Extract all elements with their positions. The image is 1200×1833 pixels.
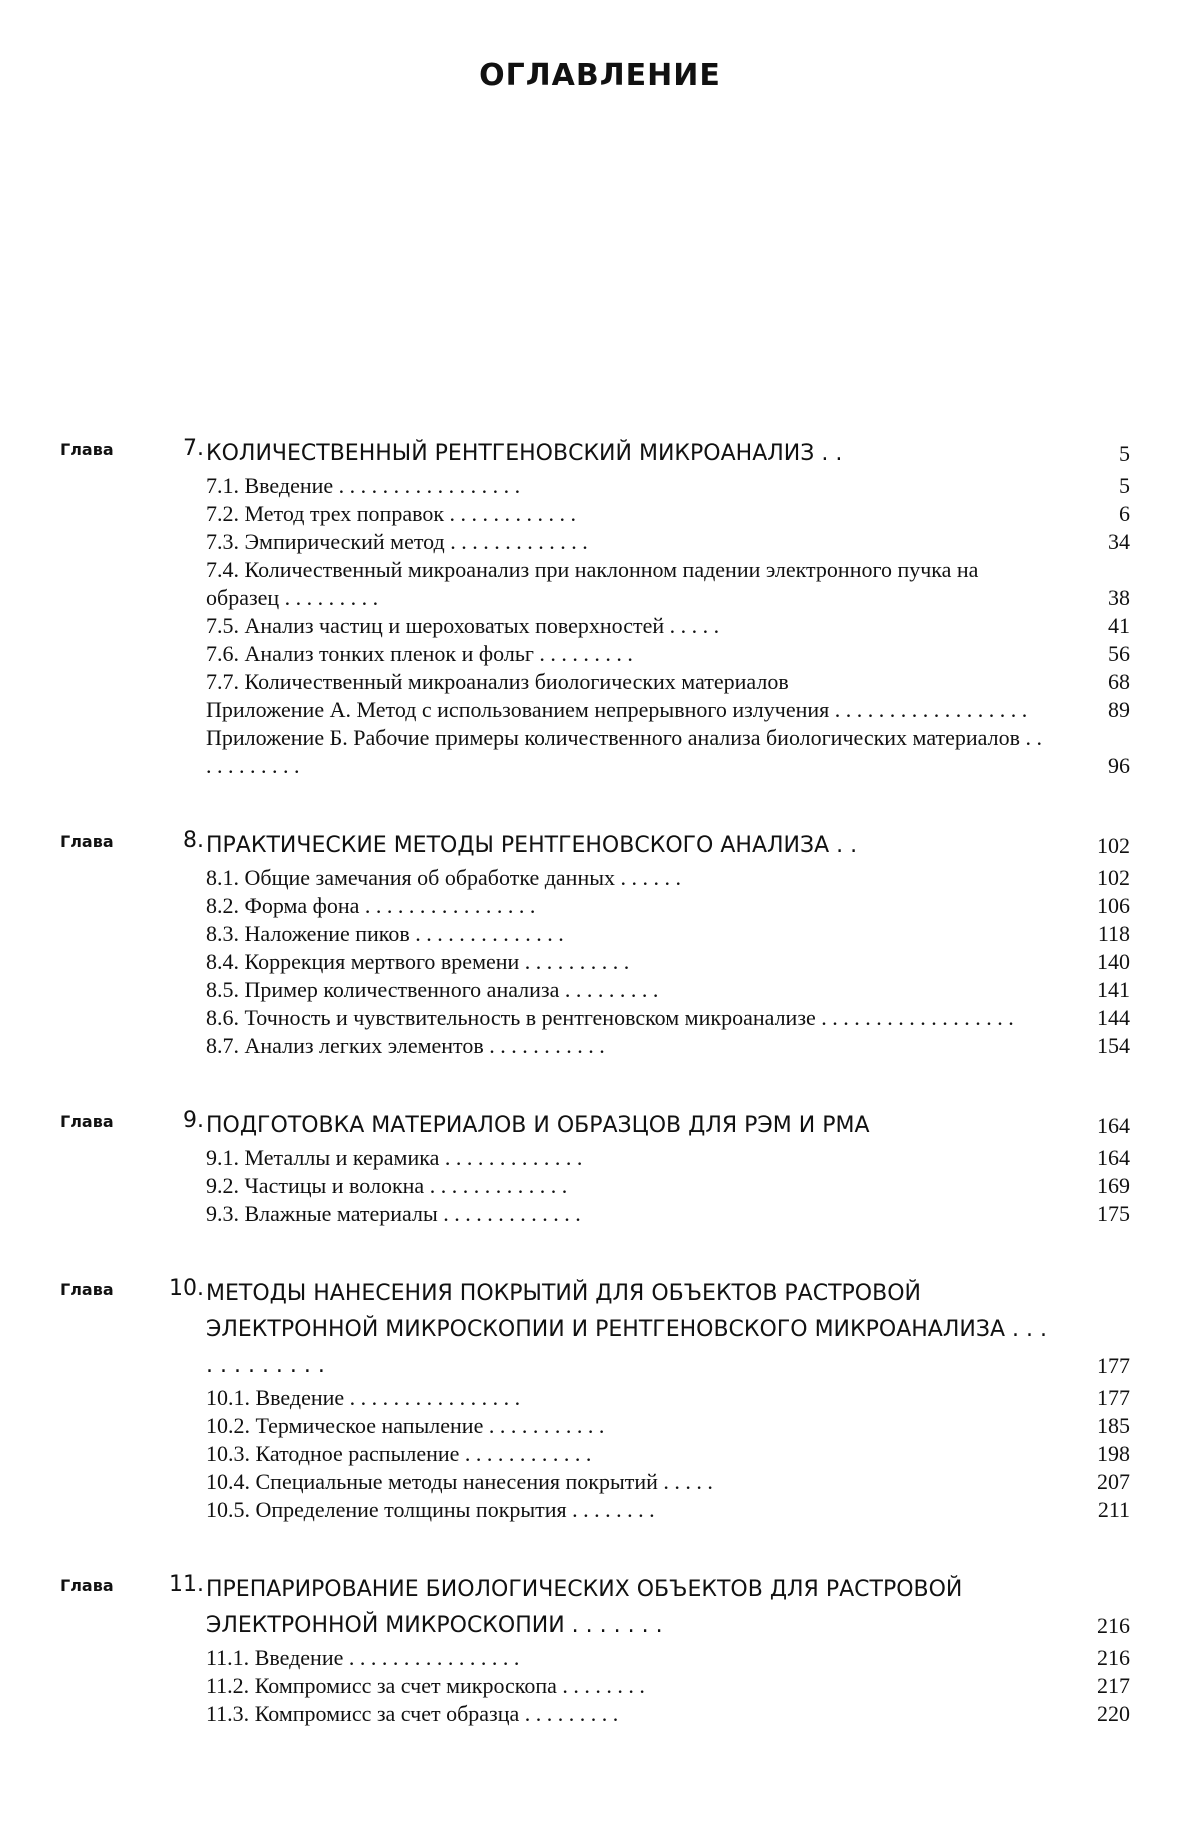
section-number: 10.3. xyxy=(206,1441,250,1466)
section-title: Метод трех поправок . . . . . . . . . . . . xyxy=(244,501,577,526)
chapter-entries xyxy=(206,1644,1140,1728)
chapter-label: Глава xyxy=(60,440,114,459)
chapter-label: Глава xyxy=(60,1280,114,1299)
section-number: 8.4. xyxy=(206,949,239,974)
chapter-title: ПРЕПАРИРОВАНИЕ БИОЛОГИЧЕСКИХ ОБЪЕКТОВ ДЛЯ РАСТРОВОЙ ЭЛЕКТРОННОЙ МИКРОСКОПИИ . . . . . . . xyxy=(206,1577,963,1638)
toc-entry[interactable] xyxy=(206,1644,1140,1672)
toc-entry[interactable] xyxy=(206,1384,1140,1412)
chapter-page-number: 164 xyxy=(1097,1113,1130,1138)
toc-entry[interactable] xyxy=(206,864,1140,892)
chapter-entries xyxy=(206,472,1140,780)
section-page-number: 198 xyxy=(1097,1441,1130,1466)
section-page-number: 140 xyxy=(1097,949,1130,974)
chapter-number: 10. xyxy=(169,1276,204,1301)
section-number: 11.2. xyxy=(206,1673,250,1698)
toc-entry[interactable] xyxy=(206,1468,1140,1496)
section-page-number: 154 xyxy=(1097,1033,1130,1058)
chapter-page-number: 216 xyxy=(1097,1613,1130,1638)
toc-entry[interactable] xyxy=(206,500,1140,528)
chapter-title: МЕТОДЫ НАНЕСЕНИЯ ПОКРЫТИЙ ДЛЯ ОБЪЕКТОВ РАСТРОВОЙ ЭЛЕКТРОННОЙ МИКРОСКОПИИ И РЕНТГЕНОВСКОГО МИКРОАНАЛИЗА . . . . . . . . . . . . xyxy=(206,1281,1047,1378)
section-title: Приложение А. Метод с использованием непрерывного излучения . . . . . . . . . . . . . . . . . . xyxy=(206,697,1028,722)
section-title: Наложение пиков . . . . . . . . . . . . . . xyxy=(244,921,564,946)
section-number: 10.4. xyxy=(206,1469,250,1494)
section-page-number: 106 xyxy=(1097,893,1130,918)
section-number: 7.1. xyxy=(206,473,239,498)
section-page-number: 169 xyxy=(1097,1173,1130,1198)
section-page-number: 217 xyxy=(1097,1673,1130,1698)
section-title: Анализ легких элементов . . . . . . . . . . . xyxy=(244,1033,605,1058)
chapter-entries xyxy=(206,1384,1140,1524)
chapter-label: Глава xyxy=(60,832,114,851)
toc-entry[interactable] xyxy=(206,696,1140,724)
chapter-entries xyxy=(206,864,1140,1060)
chapter-heading[interactable] xyxy=(60,1572,1140,1644)
section-title: Специальные методы нанесения покрытий . . . . . xyxy=(255,1469,713,1494)
section-number: 8.7. xyxy=(206,1033,239,1058)
section-title: Количественный микроанализ при наклонном падении электронного пучка на образец . . . . . . . . . xyxy=(206,557,979,610)
section-page-number: 185 xyxy=(1097,1413,1130,1438)
section-number: 7.4. xyxy=(206,557,239,582)
section-page-number: 56 xyxy=(1108,641,1130,666)
chapter-page-number: 102 xyxy=(1097,833,1130,858)
section-title: Точность и чувствительность в рентгеновском микроанализе . . . . . . . . . . . . . . . . . . xyxy=(244,1005,1014,1030)
toc-entry[interactable] xyxy=(206,1496,1140,1524)
toc-entry[interactable] xyxy=(206,472,1140,500)
section-title: Металлы и керамика . . . . . . . . . . . . . xyxy=(244,1145,583,1170)
section-title: Компромисс за счет микроскопа . . . . . . . . xyxy=(254,1673,645,1698)
section-title: Анализ частиц и шероховатых поверхностей . . . . . xyxy=(244,613,720,638)
section-number: 8.5. xyxy=(206,977,239,1002)
section-number: 10.1. xyxy=(206,1385,250,1410)
toc-entry[interactable] xyxy=(206,1144,1140,1172)
section-title: Катодное распыление . . . . . . . . . . . . xyxy=(255,1441,592,1466)
section-number: 10.5. xyxy=(206,1497,250,1522)
chapter-section xyxy=(60,828,1140,1060)
chapter-entries xyxy=(206,1144,1140,1228)
section-page-number: 216 xyxy=(1097,1645,1130,1670)
section-page-number: 118 xyxy=(1097,921,1130,946)
toc-entry[interactable] xyxy=(206,1700,1140,1728)
section-title: Введение . . . . . . . . . . . . . . . . xyxy=(255,1385,521,1410)
section-number: 7.3. xyxy=(206,529,239,554)
section-page-number: 38 xyxy=(1108,585,1130,610)
section-page-number: 141 xyxy=(1097,977,1130,1002)
toc-entry[interactable] xyxy=(206,640,1140,668)
section-page-number: 5 xyxy=(1119,473,1130,498)
chapter-page-number: 177 xyxy=(1097,1353,1130,1378)
section-number: 8.1. xyxy=(206,865,239,890)
section-page-number: 102 xyxy=(1097,865,1130,890)
chapter-number: 7. xyxy=(183,436,204,461)
toc-entry[interactable] xyxy=(206,892,1140,920)
chapter-label: Глава xyxy=(60,1576,114,1595)
chapter-label: Глава xyxy=(60,1112,114,1131)
section-title: Термическое напыление . . . . . . . . . . . xyxy=(255,1413,605,1438)
toc-entry[interactable] xyxy=(206,920,1140,948)
toc-entry[interactable] xyxy=(206,1032,1140,1060)
section-number: 11.1. xyxy=(206,1645,250,1670)
toc-entry[interactable] xyxy=(206,1412,1140,1440)
section-number: 8.2. xyxy=(206,893,239,918)
page-title: ОГЛАВЛЕНИЕ xyxy=(479,58,721,93)
section-title: Определение толщины покрытия . . . . . . . . xyxy=(255,1497,655,1522)
chapter-title: КОЛИЧЕСТВЕННЫЙ РЕНТГЕНОВСКИЙ МИКРОАНАЛИЗ . . xyxy=(206,441,843,466)
section-title: Коррекция мертвого времени . . . . . . . . . . xyxy=(244,949,630,974)
section-number: 8.3. xyxy=(206,921,239,946)
toc-entry[interactable] xyxy=(206,1672,1140,1700)
section-page-number: 34 xyxy=(1108,529,1130,554)
section-title: Эмпирический метод . . . . . . . . . . . . . xyxy=(244,529,588,554)
chapter-heading[interactable] xyxy=(60,436,1140,472)
chapter-number: 8. xyxy=(183,828,204,853)
section-number: 9.2. xyxy=(206,1173,239,1198)
toc-entry[interactable] xyxy=(206,1440,1140,1468)
table-of-contents xyxy=(60,436,1140,1776)
chapter-section xyxy=(60,1108,1140,1228)
section-title: Введение . . . . . . . . . . . . . . . . . xyxy=(244,473,521,498)
section-title: Влажные материалы . . . . . . . . . . . . . xyxy=(244,1201,581,1226)
toc-entry[interactable] xyxy=(206,556,1140,612)
chapter-title: ПРАКТИЧЕСКИЕ МЕТОДЫ РЕНТГЕНОВСКОГО АНАЛИЗА . . xyxy=(206,833,858,858)
section-title: Общие замечания об обработке данных . . . . . . xyxy=(244,865,682,890)
toc-entry[interactable] xyxy=(206,528,1140,556)
section-title: Компромисс за счет образца . . . . . . . . . xyxy=(254,1701,619,1726)
section-number: 7.6. xyxy=(206,641,239,666)
section-title: Количественный микроанализ биологических материалов xyxy=(244,669,789,694)
section-page-number: 211 xyxy=(1097,1497,1130,1522)
chapter-section xyxy=(60,436,1140,780)
section-title: Частицы и волокна . . . . . . . . . . . . . xyxy=(244,1173,568,1198)
chapter-page-number: 5 xyxy=(1119,441,1130,466)
section-title: Приложение Б. Рабочие примеры количественного анализа биологических материалов . . . . . . . . . . . xyxy=(206,725,1042,778)
section-page-number: 220 xyxy=(1097,1701,1130,1726)
section-page-number: 177 xyxy=(1097,1385,1130,1410)
section-number: 9.3. xyxy=(206,1201,239,1226)
toc-entry[interactable] xyxy=(206,948,1140,976)
chapter-title: ПОДГОТОВКА МАТЕРИАЛОВ И ОБРАЗЦОВ ДЛЯ РЭМ И РМА xyxy=(206,1113,870,1138)
section-number: 8.6. xyxy=(206,1005,239,1030)
section-number: 7.5. xyxy=(206,613,239,638)
section-page-number: 175 xyxy=(1097,1201,1130,1226)
section-title: Пример количественного анализа . . . . . . . . . xyxy=(244,977,659,1002)
section-number: 7.2. xyxy=(206,501,239,526)
chapter-section xyxy=(60,1276,1140,1524)
section-page-number: 144 xyxy=(1097,1005,1130,1030)
section-page-number: 164 xyxy=(1097,1145,1130,1170)
toc-entry[interactable] xyxy=(206,612,1140,640)
section-page-number: 207 xyxy=(1097,1469,1130,1494)
section-page-number: 96 xyxy=(1108,753,1130,778)
section-title: Форма фона . . . . . . . . . . . . . . . . xyxy=(244,893,536,918)
toc-entry[interactable] xyxy=(206,1004,1140,1032)
section-page-number: 6 xyxy=(1119,501,1130,526)
section-number: 11.3. xyxy=(206,1701,250,1726)
chapter-number: 9. xyxy=(183,1108,204,1133)
toc-entry[interactable] xyxy=(206,976,1140,1004)
toc-entry[interactable] xyxy=(206,668,1140,696)
section-page-number: 68 xyxy=(1108,669,1130,694)
chapter-section xyxy=(60,1572,1140,1728)
chapter-heading[interactable] xyxy=(60,1276,1140,1384)
section-page-number: 89 xyxy=(1108,697,1130,722)
section-number: 10.2. xyxy=(206,1413,250,1438)
toc-entry[interactable] xyxy=(206,724,1140,780)
toc-entry[interactable] xyxy=(206,1172,1140,1200)
section-title: Введение . . . . . . . . . . . . . . . . xyxy=(254,1645,520,1670)
toc-entry[interactable] xyxy=(206,1200,1140,1228)
chapter-heading[interactable] xyxy=(60,828,1140,864)
chapter-heading[interactable] xyxy=(60,1108,1140,1144)
section-page-number: 41 xyxy=(1108,613,1130,638)
section-title: Анализ тонких пленок и фольг . . . . . . . . . xyxy=(244,641,633,666)
section-number: 9.1. xyxy=(206,1145,239,1170)
section-number: 7.7. xyxy=(206,669,239,694)
chapter-number: 11. xyxy=(169,1572,204,1597)
